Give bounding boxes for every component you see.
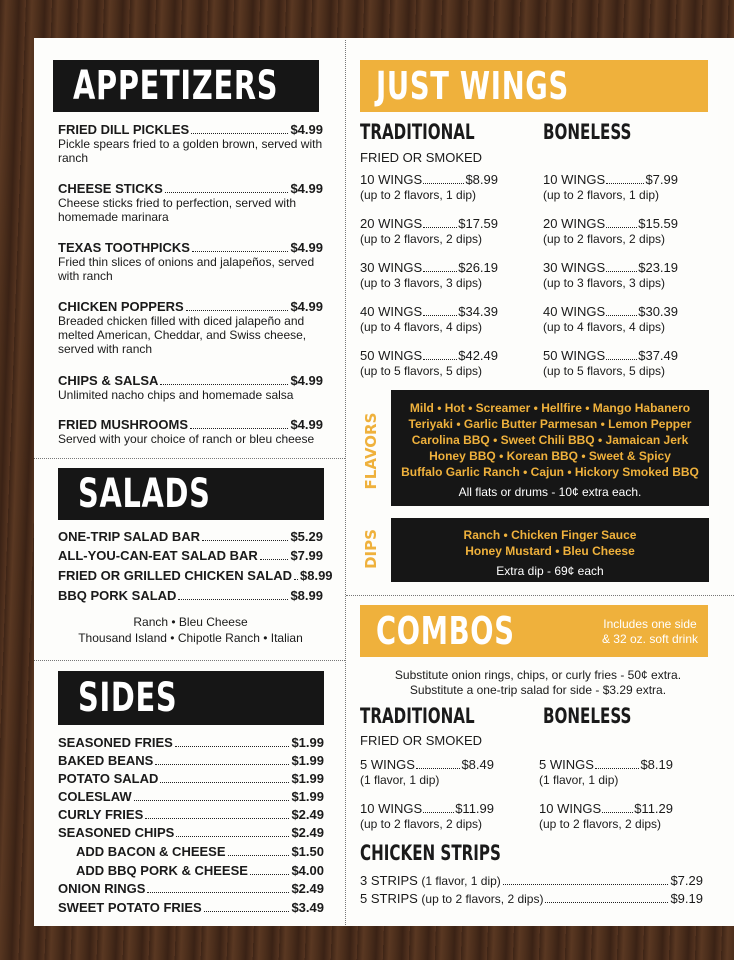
item-desc: Breaded chicken filled with diced jalapeño and melted American, Cheddar, and Swiss cheese, served with ranch: [58, 314, 307, 356]
flavor-line: Carolina BBQ • Sweet Chili BBQ • Jamaican Jerk: [411, 433, 689, 447]
column-divider: [345, 40, 346, 925]
flavor-line: Buffalo Garlic Ranch • Cajun • Hickory Smoked BBQ: [401, 465, 699, 479]
combo-traditional-heading: TRADITIONAL: [360, 704, 475, 728]
strips-option: [360, 890, 703, 908]
item-price: $1.99: [291, 771, 324, 786]
item-name: TEXAS TOOTHPICKS: [58, 240, 190, 255]
item-price: $11.99: [455, 801, 494, 816]
item-price: $7.29: [670, 873, 703, 888]
item-note: (up to 2 flavors, 1 dip): [360, 188, 477, 202]
item-note: (up to 3 flavors, 3 dips): [543, 276, 666, 290]
item-note: (up to 4 flavors, 4 dips): [360, 320, 483, 334]
menu-item: [58, 567, 333, 585]
wing-option: [543, 172, 678, 202]
item-name: FRIED DILL PICKLES: [58, 122, 190, 137]
item-price: $4.00: [291, 863, 324, 878]
item-price: $8.99: [300, 568, 333, 583]
menu-item: [76, 843, 324, 861]
combos-title: COMBOS: [376, 609, 515, 653]
menu-item: [58, 373, 323, 402]
menu-item: [58, 299, 323, 356]
divider-line: [346, 595, 734, 596]
item-name: SEASONED FRIES: [58, 735, 173, 750]
item-name: CURLY FRIES: [58, 807, 144, 822]
combo-option: [539, 801, 673, 831]
item-desc: Fried thin slices of onions and jalapeños, served with ranch: [58, 255, 315, 283]
item-name: SEASONED CHIPS: [58, 825, 175, 840]
item-price: $2.49: [291, 825, 324, 840]
salads-title: SALADS: [78, 471, 211, 517]
item-name: 40 WINGS: [360, 304, 423, 319]
item-price: $7.99: [290, 548, 323, 563]
item-price: $23.19: [638, 260, 678, 275]
menu-item: [58, 788, 324, 806]
item-price: $1.50: [291, 844, 324, 859]
item-price: $5.29: [290, 529, 323, 544]
traditional-heading: TRADITIONAL: [360, 120, 475, 144]
divider-line: [34, 660, 345, 661]
menu-item: [58, 417, 323, 446]
item-name: ADD BBQ PORK & CHEESE: [76, 863, 248, 878]
item-name: CHIPS & SALSA: [58, 373, 159, 388]
item-price: $2.49: [291, 807, 324, 822]
appetizers-banner: [53, 60, 319, 112]
strips-option: [360, 872, 703, 890]
item-price: $34.39: [458, 304, 498, 319]
flavor-line: Mild • Hot • Screamer • Hellfire • Mango Habanero: [409, 401, 691, 415]
dips-label: DIPS: [362, 529, 380, 569]
item-name: 30 WINGS: [543, 260, 606, 275]
flavors-box: [391, 390, 709, 506]
wing-option: [543, 216, 678, 246]
item-name: POTATO SALAD: [58, 771, 159, 786]
flavors-note: All flats or drums - 10¢ extra each.: [458, 485, 642, 499]
item-name: 5 WINGS: [539, 757, 594, 772]
fried-or-smoked: FRIED OR SMOKED: [360, 150, 483, 165]
item-price: $1.99: [291, 735, 324, 750]
item-price: $2.49: [291, 881, 324, 896]
item-desc: Pickle spears fried to a golden brown, served with ranch: [58, 137, 323, 165]
item-name: BBQ PORK SALAD: [58, 588, 177, 603]
item-name: 3 STRIPS (1 flavor, 1 dip): [360, 873, 501, 888]
combo-boneless-heading: BONELESS: [543, 704, 632, 728]
appetizers-title: APPETIZERS: [73, 63, 279, 109]
divider-line: [34, 458, 345, 459]
item-note: (up to 5 flavors, 5 dips): [543, 364, 666, 378]
item-name: ONION RINGS: [58, 881, 146, 896]
combo-substitutions: [352, 668, 724, 698]
item-desc: Unlimited nacho chips and homemade salsa: [58, 388, 294, 402]
flavor-line: Honey BBQ • Korean BBQ • Sweet & Spicy: [429, 449, 671, 463]
item-name: 10 WINGS: [360, 801, 423, 816]
combo-option: [360, 801, 494, 831]
item-name: 20 WINGS: [360, 216, 423, 231]
wing-option: [543, 348, 678, 378]
menu-item: [58, 806, 324, 824]
menu-item: [58, 752, 324, 770]
item-price: $1.99: [291, 789, 324, 804]
substitution-line: Substitute a one-trip salad for side - $3.29 extra.: [409, 683, 667, 697]
menu-item: [58, 547, 323, 565]
menu-item: [58, 122, 323, 165]
item-name: 5 WINGS: [360, 757, 415, 772]
item-name: CHEESE STICKS: [58, 181, 163, 196]
wing-option: [360, 216, 498, 246]
item-price: $1.99: [291, 753, 324, 768]
item-price: $4.99: [290, 299, 323, 314]
item-note: (up to 2 flavors, 2 dips): [360, 232, 483, 246]
item-price: $9.19: [670, 891, 703, 906]
item-price: $26.19: [458, 260, 498, 275]
item-price: $17.59: [458, 216, 498, 231]
item-price: $3.49: [291, 900, 324, 915]
item-price: $8.19: [640, 757, 673, 772]
combo-fried-or-smoked: FRIED OR SMOKED: [360, 733, 483, 748]
flavor-line: Teriyaki • Garlic Butter Parmesan • Lemon Pepper: [408, 417, 692, 431]
wing-option: [360, 260, 498, 290]
wing-option: [543, 304, 678, 334]
item-price: $37.49: [638, 348, 678, 363]
item-price: $8.99: [290, 588, 323, 603]
menu-item: [58, 899, 324, 917]
item-note: (up to 5 flavors, 5 dips): [360, 364, 483, 378]
dressings-line: Ranch • Bleu Cheese: [133, 615, 248, 629]
dip-line: Ranch • Chicken Finger Sauce: [463, 528, 637, 542]
sides-title: SIDES: [78, 675, 178, 721]
item-name: 50 WINGS: [360, 348, 423, 363]
dressings-line: Thousand Island • Chipotle Ranch • Italian: [78, 631, 303, 645]
flavors-label: FLAVORS: [362, 412, 380, 490]
item-price: $7.99: [645, 172, 678, 187]
item-price: $30.39: [638, 304, 678, 319]
dips-note: Extra dip - 69¢ each: [496, 564, 604, 578]
item-name: SWEET POTATO FRIES: [58, 900, 202, 915]
dips-box: [391, 518, 709, 582]
boneless-heading: BONELESS: [543, 120, 632, 144]
menu-item: [58, 240, 323, 283]
item-name: FRIED MUSHROOMS: [58, 417, 188, 432]
item-note: (up to 2 flavors, 2 dips): [543, 232, 666, 246]
item-price: $15.59: [638, 216, 678, 231]
item-note: (up to 4 flavors, 4 dips): [543, 320, 666, 334]
item-name: 50 WINGS: [543, 348, 606, 363]
item-name: CHICKEN POPPERS: [58, 299, 184, 314]
item-name: ONE-TRIP SALAD BAR: [58, 529, 201, 544]
item-price: $4.99: [290, 181, 323, 196]
menu-item: [58, 880, 324, 898]
menu-item: [58, 734, 324, 752]
wing-option: [543, 260, 678, 290]
dip-line: Honey Mustard • Bleu Cheese: [465, 544, 635, 558]
item-price: $42.49: [458, 348, 498, 363]
wings-banner: [360, 60, 708, 112]
menu-item: [58, 770, 324, 788]
includes-line: & 32 oz. soft drink: [601, 632, 699, 646]
wing-option: [360, 172, 498, 202]
item-note: (up to 3 flavors, 3 dips): [360, 276, 483, 290]
salads-banner: [58, 468, 324, 520]
combo-option: [539, 757, 673, 787]
item-name: 20 WINGS: [543, 216, 606, 231]
includes-line: Includes one side: [603, 617, 697, 631]
menu-item: [58, 528, 323, 546]
item-price: $8.49: [461, 757, 494, 772]
combo-option: [360, 757, 494, 787]
wing-option: [360, 348, 498, 378]
item-name: COLESLAW: [58, 789, 132, 804]
menu-item: [58, 181, 323, 224]
item-name: ADD BACON & CHEESE: [76, 844, 226, 859]
item-note: (1 flavor, 1 dip): [539, 773, 619, 787]
item-name: FRIED OR GRILLED CHICKEN SALAD: [58, 568, 292, 583]
chicken-strips-heading: CHICKEN STRIPS: [360, 841, 501, 865]
item-price: $4.99: [290, 417, 323, 432]
wing-option: [360, 304, 498, 334]
item-name: ALL-YOU-CAN-EAT SALAD BAR: [58, 548, 258, 563]
item-desc: Served with your choice of ranch or bleu cheese: [58, 432, 315, 446]
menu-item: [58, 824, 324, 842]
item-price: $4.99: [290, 240, 323, 255]
item-name: BAKED BEANS: [58, 753, 154, 768]
item-desc: Cheese sticks fried to perfection, served with homemade marinara: [58, 196, 297, 224]
item-name: 10 WINGS: [539, 801, 602, 816]
item-price: $8.99: [465, 172, 498, 187]
item-name: 40 WINGS: [543, 304, 606, 319]
salad-dressings: [58, 614, 323, 646]
substitution-line: Substitute onion rings, chips, or curly fries - 50¢ extra.: [394, 668, 682, 682]
sides-banner: [58, 671, 324, 725]
item-note: (1 flavor, 1 dip): [360, 773, 440, 787]
item-note: (up to 2 flavors, 1 dip): [543, 188, 660, 202]
item-name: 10 WINGS: [360, 172, 423, 187]
menu-item: [58, 587, 323, 605]
item-price: $11.29: [634, 801, 673, 816]
combos-includes: [592, 617, 708, 647]
item-price: $4.99: [290, 373, 323, 388]
item-name: 5 STRIPS (up to 2 flavors, 2 dips): [360, 891, 544, 906]
item-name: 10 WINGS: [543, 172, 606, 187]
item-note: (up to 2 flavors, 2 dips): [539, 817, 662, 831]
menu-item: [76, 862, 324, 880]
item-note: (up to 2 flavors, 2 dips): [360, 817, 483, 831]
wings-title: JUST WINGS: [376, 64, 569, 108]
item-price: $4.99: [290, 122, 323, 137]
item-name: 30 WINGS: [360, 260, 423, 275]
